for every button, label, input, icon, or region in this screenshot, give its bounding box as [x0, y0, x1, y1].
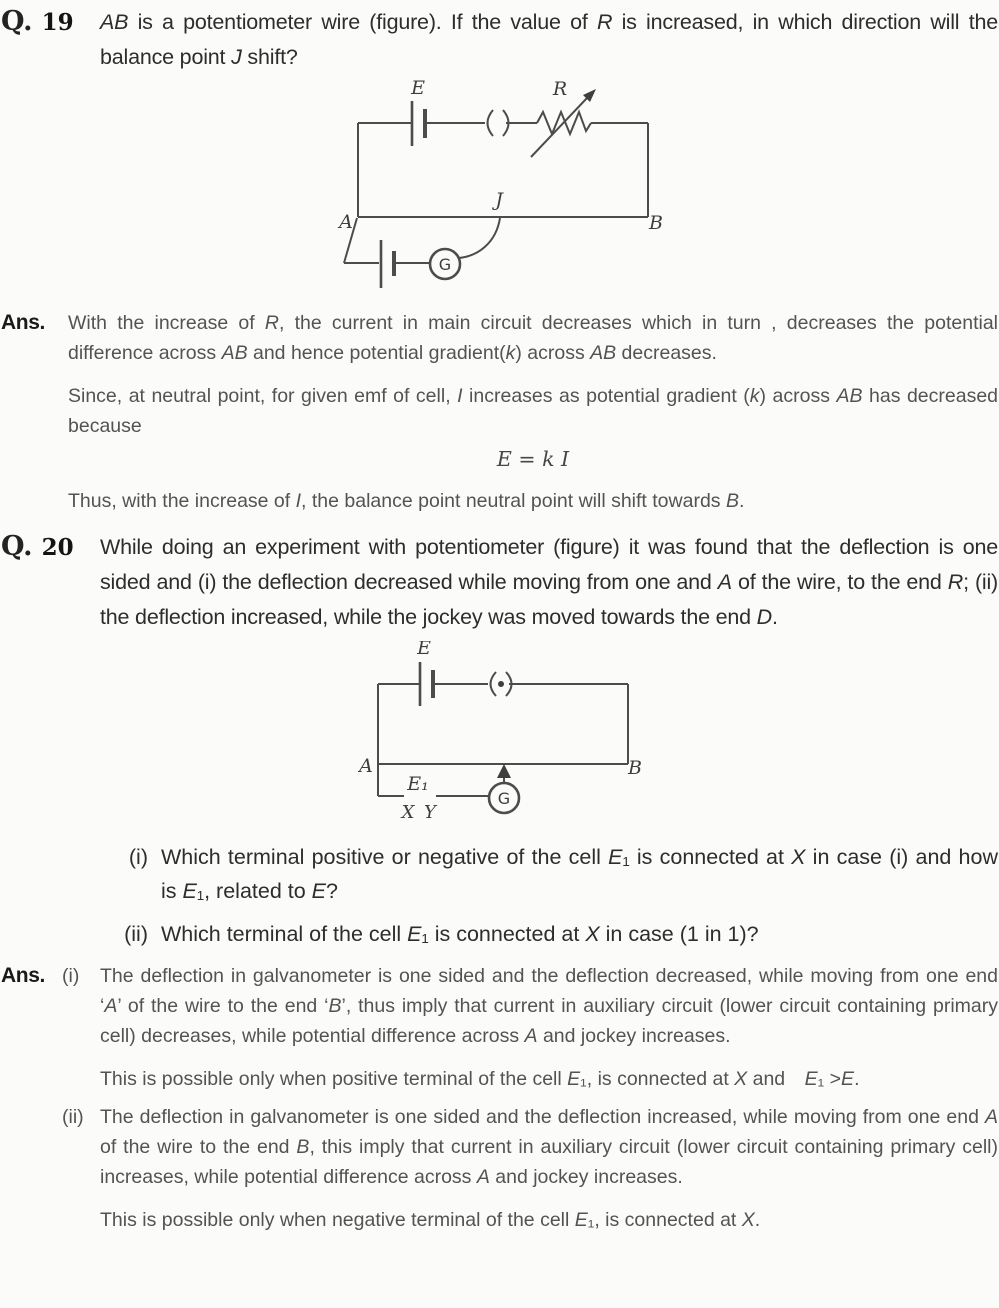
answer-part-body	[100, 1102, 999, 1235]
subquestion-i	[0, 840, 999, 908]
question-number: 20	[41, 534, 74, 561]
label-resistor-r: R	[552, 79, 568, 100]
galvanometer-icon	[489, 783, 519, 813]
circuit-figure-2	[358, 641, 999, 836]
key-dot-icon	[498, 681, 504, 687]
galvanometer-icon	[430, 249, 460, 279]
subquestion-text: Which terminal positive or negative of the cell E₁ is connected at X in case (i) and how is E₁, related to E?	[161, 845, 998, 903]
answer-paragraph: The deflection in galvanometer is one sided and the deflection decreased, while moving from one end ‘A’ of the wire to the end ‘B’, thus imply that current in auxiliary circuit (lower circuit containing primary cell) decreases, while potential difference across A and jockey increases.	[100, 965, 998, 1047]
label-terminal-x: X	[401, 802, 415, 823]
answer-part-number: (ii)	[62, 1106, 84, 1128]
key-icon	[488, 110, 509, 136]
answer-part-number: (i)	[62, 965, 80, 987]
answer-label: Ans.	[1, 311, 45, 334]
key-icon	[491, 672, 512, 696]
subquestion-ii	[0, 917, 999, 951]
answer-20-body	[62, 961, 999, 1235]
secondary-battery-icon	[381, 240, 394, 288]
label-cell-e: E	[411, 79, 425, 99]
answer-19-body	[68, 308, 999, 516]
question-19	[0, 0, 999, 75]
circuit-diagram-potentiometer-aux-cell	[358, 641, 650, 831]
question-19-head	[0, 5, 100, 39]
galvanometer-label: G	[497, 789, 511, 808]
answer-part-ii	[62, 1102, 999, 1235]
question-marker: Q.	[1, 6, 33, 37]
label-terminal-y: Y	[424, 802, 436, 823]
subquestion-number: (i)	[128, 845, 148, 869]
answer-paragraph: This is possible only when negative terminal of the cell E₁, is connected at X.	[100, 1209, 761, 1231]
question-20	[0, 530, 999, 635]
battery-icon	[420, 662, 433, 706]
question-number: 19	[41, 9, 74, 36]
subquestion-number: (ii)	[124, 922, 148, 946]
answer-paragraph: This is possible only when positive terminal of the cell E₁, is connected at X and E₁ >E.	[100, 1068, 860, 1090]
jockey-wire	[459, 218, 500, 258]
subquestion-text: Which terminal of the cell E₁ is connected at X in case (1 in 1)?	[161, 922, 759, 946]
answer-19	[0, 308, 999, 516]
question-text: AB is a potentiometer wire (figure). If the value of R is increased, in which direction will the balance point J shift?	[100, 10, 998, 69]
question-20-head	[0, 530, 100, 564]
answer-part-body	[100, 961, 999, 1094]
main-loop-wire	[378, 684, 628, 764]
label-end-a: A	[339, 211, 353, 233]
equation: E = k I	[496, 447, 570, 471]
secondary-branch-wire	[344, 218, 430, 263]
galvanometer-label: G	[438, 255, 452, 274]
main-loop-wire	[358, 123, 648, 217]
answer-paragraph: Thus, with the increase of I, the balance point neutral point will shift towards B.	[68, 490, 745, 512]
label-end-b: B	[649, 212, 663, 234]
circuit-figure-1	[333, 79, 999, 296]
question-text: While doing an experiment with potentiometer (figure) it was found that the deflection is one sided and (i) the deflection decreased while moving from one and A of the wire, to the end R; (ii) the deflection increased, while the jockey was moved towards the end D.	[100, 535, 999, 629]
label-jockey-j: J	[495, 189, 503, 211]
label-cell-e1: E₁	[407, 773, 429, 795]
rheostat-arrow-shaft	[531, 98, 587, 157]
answer-label: Ans.	[1, 964, 45, 987]
answer-paragraph: With the increase of R, the current in main circuit decreases which in turn , decreases the potential difference across AB and hence potential gradient(k) across AB decreases.	[68, 312, 998, 364]
answer-part-i	[62, 961, 999, 1094]
answer-20	[0, 961, 999, 1235]
answer-paragraph: The deflection in galvanometer is one sided and the deflection increased, while moving from one end A of the wire to the end B, this imply that current in auxiliary circuit (lower circuit containing primary cell) increases, while potential difference across A and jockey increases.	[100, 1106, 998, 1188]
label-end-b: B	[628, 757, 642, 779]
answer-paragraph: Since, at neutral point, for given emf of cell, I increases as potential gradient (k) across AB has decreased because	[68, 385, 999, 437]
circuit-diagram-potentiometer-rheostat	[333, 79, 665, 291]
battery-icon	[412, 101, 425, 146]
auxiliary-branch-wire	[378, 764, 489, 796]
question-marker: Q.	[1, 531, 33, 562]
jockey-arrow-icon	[497, 764, 511, 783]
label-cell-e: E	[417, 641, 431, 659]
label-end-a: A	[359, 755, 373, 777]
